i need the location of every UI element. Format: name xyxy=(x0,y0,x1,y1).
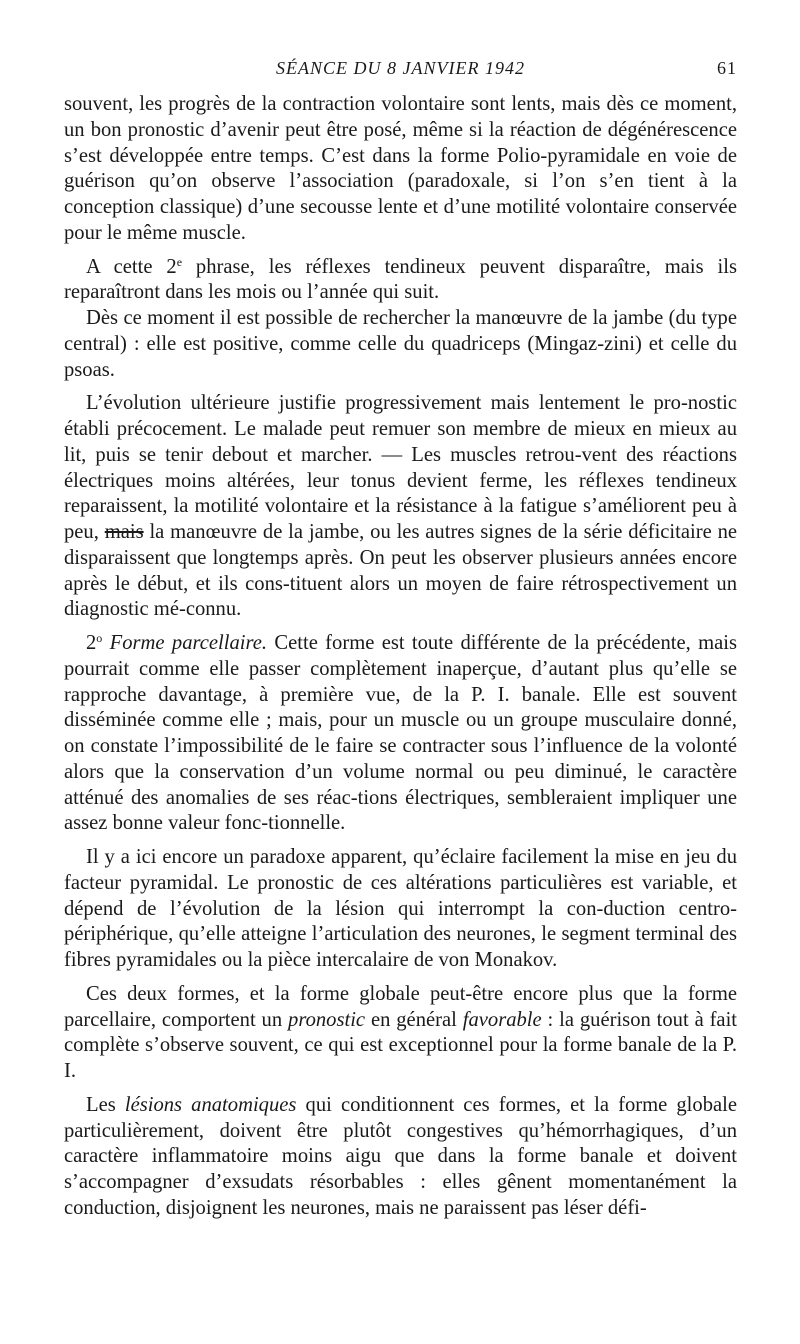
running-title: SÉANCE DU 8 JANVIER 1942 xyxy=(276,58,525,78)
paragraph xyxy=(64,391,737,623)
struck-word: mais xyxy=(104,521,144,543)
body-text xyxy=(64,92,737,1222)
paragraph: souvent, les progrès de la contraction volontaire sont lents, mais dès ce moment, un bon pronostic d’avenir peut être posé, même si la réaction de dégénérescence s’est développée entre temps. C’est dans la forme Polio-pyramidale en voie de guérison qu’on observe l’association (paradoxale, si l’on s’en tient à la conception classique) d’une secousse lente et d’une motilité volontaire conservée pour le même muscle. xyxy=(64,93,737,244)
text-run: A cette 2 xyxy=(86,255,177,278)
text-run: qui conditionnent ces formes, et la forme globale particulièrement, doivent être plutôt congestives qu’hémorrhagiques, d’un caractère inflammatoire moins aigu que dans la forme banale et doivent s’accompagner d’exsudats résorbables : elles gênent momentanément la conduction, disjoignent les neurones, mais ne paraissent pas léser défi- xyxy=(64,1093,737,1219)
italic-term: favorable xyxy=(462,1008,542,1031)
paragraph: Dès ce moment il est possible de rechercher la manœuvre de la jambe (du type central) : elle est positive, comme celle du quadriceps (Mingaz-zini) et celle du psoas. xyxy=(64,307,737,381)
text-run: en général xyxy=(365,1008,463,1031)
paragraph xyxy=(64,1093,737,1222)
page-number: 61 xyxy=(717,58,737,78)
ordinal-superscript: e xyxy=(176,254,183,269)
text-run: Les xyxy=(86,1093,125,1116)
paragraph xyxy=(64,255,737,307)
text-run: la manœuvre de la jambe, ou les autres signes de la série déficitaire ne disparaissent que longtemps après. On peut les observer plusieurs années encore après le début, et ils cons-tituent alors un moyen de faire rétrospectivement un diagnostic mé-connu. xyxy=(64,521,738,621)
text-run: Ces deux formes, et la forme globale peut-être encore plus que la forme parcellaire, comportent un xyxy=(64,982,737,1031)
italic-term: lésions anatomiques xyxy=(124,1093,297,1116)
text-run: 2 xyxy=(86,632,97,654)
ordinal-superscript: o xyxy=(96,631,103,645)
text-run: Cette forme est toute différente de la précédente, mais pourrait comme elle passer complètement inaperçue, d’autant plus qu’elle se rapproche davantage, à première vue, de la P. I. banale. Elle est souvent disséminée comme elle ; mais, pour un muscle ou un groupe musculaire donné, on constate l’impossibilité de le faire se contracter sous l’influence de la volonté alors que la conservation d’un volume normal ou peu diminué, le caractère atténué des anomalies de ses réac-tions électriques, sembleraient impliquer une assez bonne valeur fonc-tionnelle. xyxy=(64,632,737,835)
paragraph: Il y a ici encore un paradoxe apparent, qu’éclaire facilement la mise en jeu du facteur pyramidal. Le pronostic de ces altérations particulières est variable, et dépend de l’évolution de la lésion qui interrompt la con-duction centro-périphérique, qu’elle atteigne l’articulation des neurones, le segment terminal des fibres pyramidales ou la pièce intercalaire de von Monakov. xyxy=(64,846,737,971)
italic-term: pronostic xyxy=(288,1008,366,1031)
text-run: L’évolution ultérieure justifie progressivement mais lentement le pro-nostic établi précocement. Le malade peut remuer son membre de mieux en mieux au lit, puis se tenir debout et marcher. — Les muscles retrou-vent des réactions électriques moins altérées, leur tonus devient ferme, les réflexes tendineux reparaissent, la motilité volontaire et la résistance à la fatigue s’améliorent peu à peu, xyxy=(64,392,737,543)
text-run: phrase, les réflexes tendineux peuvent disparaître, mais ils reparaîtront dans les mois ou l’année qui suit. xyxy=(64,255,737,304)
section-title: Forme parcellaire. xyxy=(109,632,268,654)
text-run: : la guérison tout à fait complète s’observe souvent, ce qui est exceptionnel pour la forme banale de la P. I. xyxy=(64,1008,738,1082)
page-header xyxy=(64,58,737,88)
paragraph xyxy=(64,631,737,837)
paragraph xyxy=(64,982,737,1085)
